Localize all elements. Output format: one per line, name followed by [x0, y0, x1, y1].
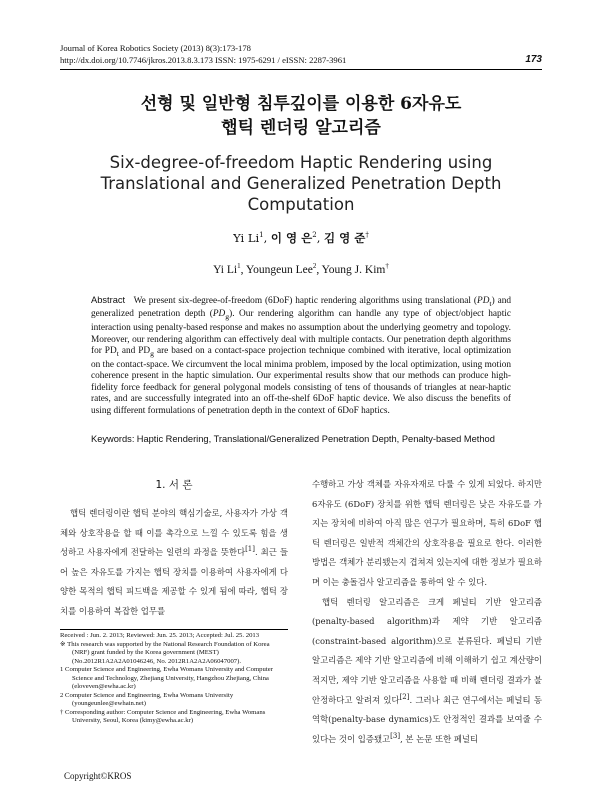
author-3-affil-en: † [385, 262, 389, 271]
abstract-text: We present six-degree-of-freedom (6DoF) haptic rendering algorithms using translational ( [133, 296, 478, 306]
copyright: Copyright©KROS [64, 771, 132, 781]
english-title [60, 152, 542, 215]
abstract-subscript: t [489, 298, 492, 308]
authors-english [60, 264, 542, 276]
journal-citation: Journal of Korea Robotics Society (2013) 8(3):173-178 [60, 43, 251, 53]
author-1-affil: 1 [259, 231, 264, 240]
abstract-text: ) and generalized penetration depth ( [91, 296, 511, 320]
abstract-subscript: g [225, 312, 230, 322]
abstract-subscript: t [116, 348, 119, 358]
affiliation-2: 2 Computer Science and Engineering, Ewha Womans University (youngeunlee@ewhain.net) [60, 691, 234, 707]
author-2-affil: 2 [312, 231, 317, 240]
author-3-affil: † [365, 231, 369, 240]
body-paragraph [60, 504, 288, 622]
keywords [91, 434, 511, 447]
doi-issn-line: http://dx.doi.org/10.7746/jkros.2013.8.3.173 ISSN: 1975-6291 / eISSN: 2287-3961 [60, 55, 347, 65]
citation-ref: [3] [390, 731, 401, 740]
journal-header [60, 42, 542, 66]
author-1-name-en: Yi Li [213, 264, 238, 276]
footnote-divider [60, 629, 288, 630]
body-paragraph [312, 593, 542, 750]
right-column [312, 475, 542, 749]
author-1-affil-en: 1 [237, 262, 241, 271]
body-text: 햅틱 렌더링 알고리즘은 크게 페널티 기반 알고리즘 (penalty-based algorithm)과 제약 기반 알고리즘 (constraint-based algorithm)으로 분류된다. 페널티 기반 알고리즘은 제약 기반 알고리즘에 비해 이해하기 쉽고 계산량이 적지만, 제약 기반 알고리즘을 사용할 때 비해 렌더링 결과가 불안정하다고 알려져 있다 [312, 596, 542, 705]
korean-title-line-2: 햅틱 렌더링 알고리즘 [221, 118, 381, 138]
abstract-text: are based on a contact-space projection technique combined with iterative, local optimization on the contact-space. We circumvent the local minima problem, imposed by the local optimization, using motion coherence present in the haptic simulation. Our experimental results show that our methods can produce high-fidelity force feedback for general polygonal models consisting of tens of thousands of triangles at near-haptic rates, and are successfully integrated into an off-the-shelf 6DoF haptic device. We also discuss the benefits of using different formulations of penetration depth in the context of 6DoF haptics. [91, 346, 511, 416]
body-text: , 본 논문 또한 페널티 [400, 733, 479, 744]
authors-korean [60, 230, 542, 246]
keywords-text: Haptic Rendering, Translational/Generalized Penetration Depth, Penalty-based Method [136, 434, 495, 444]
body-text: . 최근 들어 높은 자유도를 가지는 햅틱 장치를 이용하여 사용자에게 다양한 목적의 햅틱 피드백을 제공할 수 있게 됨에 따라, 햅틱 장치를 이용하여 복잡한 업무를 [60, 547, 288, 616]
body-text: 햅틱 렌더링이란 햅틱 분야의 핵심기술로, 사용자가 가상 객체와 상호작용을 할 때 이를 촉각으로 느낄 수 있도록 힘을 생성하고 사용자에게 전달하는 일련의 과정을 뜻한다 [60, 508, 288, 558]
abstract-text: ). Our rendering algorithm can handle any type of object/object haptic interaction using penalty-based response and makes no assumption about the underlying geometry and topology. Moreover, our rendering algorithm can effectively deal with multiple contacts. Our penetration depth algorithms for PD [91, 309, 511, 357]
body-text: . 그러나 최근 연구에서는 페널티 동역학(penalty-base dynamics)도 안정적인 결과를 보여줄 수 있다는 것이 입증됐고 [312, 694, 542, 744]
body-paragraph: 수행하고 가상 객체를 자유자재로 다룰 수 있게 되었다. 하지만 6자유도 (6DoF) 장치를 위한 햅틱 렌더링은 낮은 자유도를 가지는 장치에 비하여 아직 많은 연구가 필요하며, 특히 6DoF 햅틱 렌더링은 일반적 객체간의 상호작용을 필요로 한다. 이러한 방법은 객체가 분리됐는지 겹쳐져 있는지에 대한 정보가 필요하며 이는 충돌검사 알고리즘을 통하여 알 수 있다. [312, 479, 542, 587]
author-separator: , [316, 264, 322, 276]
korean-title [60, 92, 542, 140]
affiliation-1: 1 Computer Science and Engineering, Ewha Womans University and Computer Science and Technology, Zhejiang University, Hangzhou Zhejiang, China (eloveven@ewha.ac.kr) [60, 666, 273, 690]
abstract-symbol: PD [477, 296, 490, 306]
section-heading: 1. 서 론 [155, 479, 193, 491]
author-3-name-en: Young J. Kim [321, 264, 386, 276]
page-number: 173 [525, 54, 542, 65]
author-2-affil-en: 2 [312, 262, 317, 271]
received-dates: Received : Jun. 2. 2013; Reviewed: Jun. 25. 2013; Accepted: Jul. 25. 2013 [60, 632, 260, 639]
author-3-name: 김 영 준 [324, 231, 366, 245]
header-divider [60, 69, 542, 70]
citation-ref: [2] [399, 692, 410, 701]
footnotes [60, 632, 288, 726]
author-2-name: 이 영 은 [270, 231, 313, 245]
abstract-label: Abstract [91, 295, 126, 305]
author-separator: , [263, 231, 271, 245]
author-2-name-en: Youngeun Lee [245, 264, 313, 276]
english-title-line-2: Translational and Generalized Penetration Depth [100, 174, 502, 193]
funding-note: ※ This research was supported by the National Research Foundation of Korea (NRF) grant funded by the Korea government (MEST) (No.2012R1A2A2A01046246, No. 2012R1A2A2A06047007). [60, 640, 270, 665]
abstract-subscript: g [150, 348, 154, 358]
keywords-label: Keywords: [91, 434, 135, 444]
citation-ref: [1] [245, 545, 255, 554]
english-title-line-1: Six-degree-of-freedom Haptic Rendering using [109, 153, 493, 172]
author-1-name: Yi Li [233, 231, 260, 245]
abstract-symbol: PD [212, 309, 226, 320]
left-column [60, 475, 288, 622]
corresponding-author: † Corresponding author: Computer Science and Engineering, Ewha Womans University, Seoul, Korea (kimy@ewha.ac.kr) [60, 708, 266, 724]
abstract-text: and PD [118, 346, 151, 357]
korean-title-line-1: 선형 및 일반형 침투깊이를 이용한 6자유도 [140, 94, 462, 114]
author-separator: , [240, 264, 246, 276]
author-separator: , [316, 231, 325, 245]
abstract [91, 295, 511, 418]
english-title-line-3: Computation [247, 195, 355, 214]
